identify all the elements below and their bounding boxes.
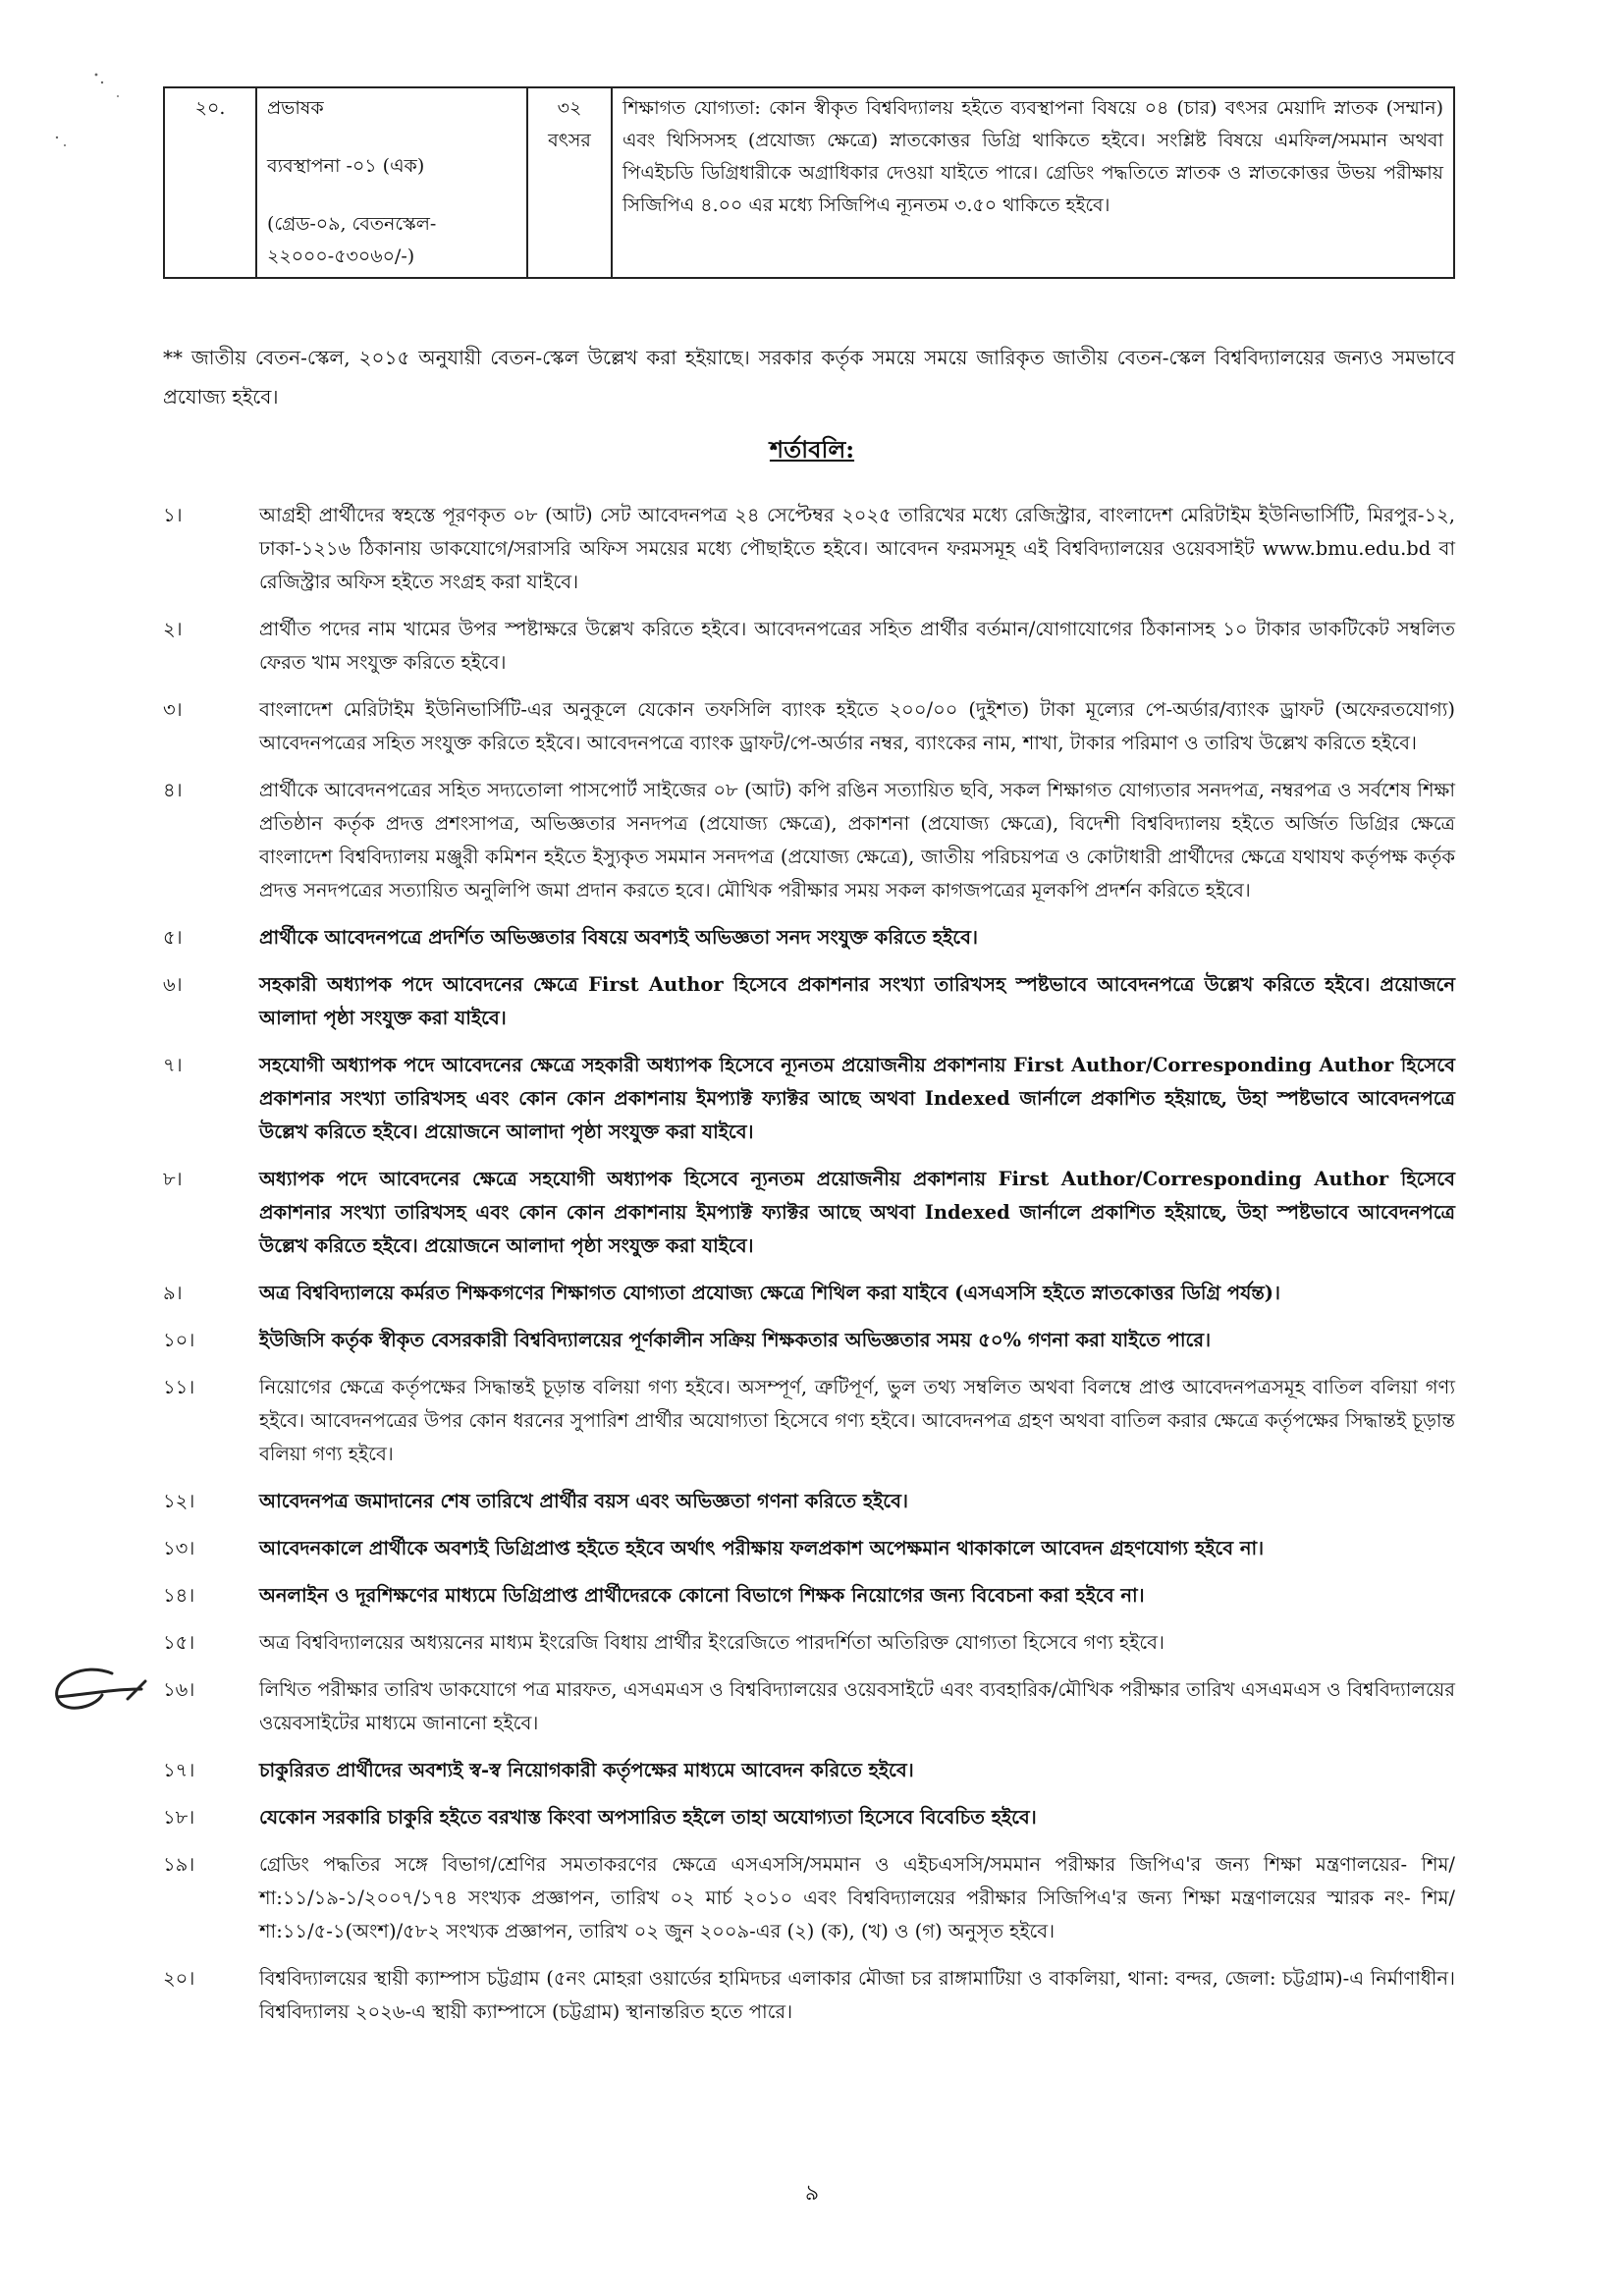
table-row [164,87,1454,278]
condition-item [163,1277,1455,1310]
condition-number: ১৮। [163,1806,195,1829]
condition-text: অধ্যাপক পদে আবেদনের ক্ষেত্রে সহযোগী অধ্যাপক হিসেবে ন্যূনতম প্রয়োজনীয় প্রকাশনায় First Author/Corresponding Author হিসেবে প্রকাশনার সংখ্যা তারিখসহ এবং কোন কোন প্রকাশনায় ইমপ্যাক্ট ফ্যাক্টর আছে অথবা Indexed জার্নালে প্রকাশিত হইয়াছে, উহা স্পষ্টভাবে আবেদনপত্রে উল্লেখ করিতে হইবে। প্রয়োজনে আলাদা পৃষ্ঠা সংযুক্ত করা যাইবে। [259,1168,1455,1257]
condition-text: আবেদনকালে প্রার্থীকে অবশ্যই ডিগ্রিপ্রাপ্ত হইতে হইবে অর্থাৎ পরীক্ষায় ফলপ্রকাশ অপেক্ষমান থাকাকালে আবেদন গ্রহণযোগ্য হইবে না। [259,1537,1265,1559]
condition-text: প্রার্থীত পদের নাম খামের উপর স্পষ্টাক্ষরে উল্লেখ করিতে হইবে। আবেদনপত্রের সহিত প্রার্থীর বর্তমান/যোগাযোগের ঠিকানাসহ ১০ টাকার ডাকটিকেট সম্বলিত ফেরত খাম সংযুক্ত করিতে হইবে। [259,618,1455,674]
condition-number: ১১। [163,1376,195,1398]
condition-text: অত্র বিশ্ববিদ্যালয়ে কর্মরত শিক্ষকগণের শিক্ষাগত যোগ্যতা প্রযোজ্য ক্ষেত্রে শিথিল করা যাইবে (এসএসসি হইতে স্নাতকোত্তর ডিগ্রি পর্যন্ত)। [259,1282,1280,1304]
qualification-cell: শিক্ষাগত যোগ্যতা: কোন স্বীকৃত বিশ্ববিদ্যালয় হইতে ব্যবস্থাপনা বিষয়ে ০৪ (চার) বৎসর মেয়াদি স্নাতক (সম্মান) এবং থিসিসসহ (প্রযোজ্য ক্ষেত্রে) স্নাতকোত্তর ডিগ্রি থাকিতে হইবে। সংশ্লিষ্ট বিষয়ে এমফিল/সমমান অথবা পিএইচডি ডিগ্রিধারীকে অগ্রাধিকার দেওয়া যাইতে পারে। গ্রেডিং পদ্ধতিতে স্নাতক ও স্নাতকোত্তর উভয় পরীক্ষায় সিজিপিএ ৪.০০ এর মধ্যে সিজিপিএ ন্যূনতম ৩.৫০ থাকিতে হইবে। [612,87,1454,278]
condition-text: প্রার্থীকে আবেদনপত্রে প্রদর্শিত অভিজ্ঞতার বিষয়ে অবশ্যই অভিজ্ঞতা সনদ সংযুক্ত করিতে হইবে। [259,926,978,949]
condition-number: ৯। [163,1282,183,1304]
condition-number: ১৭। [163,1759,195,1781]
condition-item [163,1754,1455,1787]
condition-number: ১৬। [163,1678,195,1701]
condition-text: চাকুরিরত প্রার্থীদের অবশ্যই স্ব-স্ব নিয়োগকারী কর্তৃপক্ষের মাধ্যমে আবেদন করিতে হইবে। [259,1759,914,1781]
conditions-list [163,499,1455,2043]
condition-text: বিশ্ববিদ্যালয়ের স্থায়ী ক্যাম্পাস চট্টগ্রাম (৫নং মোহরা ওয়ার্ডের হামিদচর এলাকার মৌজা চর রাঙ্গামাটিয়া ও বাকলিয়া, থানা: বন্দর, জেলা: চট্টগ্রাম)-এ নির্মাণাধীন। বিশ্ববিদ্যালয় ২০২৬-এ স্থায়ী ক্যাম্পাসে (চট্টগ্রাম) স্থানান্তরিত হতে পারে। [259,1967,1455,2023]
condition-item [163,1962,1455,2029]
condition-number: ২০। [163,1967,195,1990]
condition-text: ইউজিসি কর্তৃক স্বীকৃত বেসরকারী বিশ্ববিদ্যালয়ের পূর্ণকালীন সক্রিয় শিক্ষকতার অভিজ্ঞতার সময় ৫০% গণনা করা যাইতে পারে। [259,1329,1212,1351]
condition-item [163,1801,1455,1834]
condition-item [163,1848,1455,1948]
age-value: ৩২ [557,97,582,119]
department-name: ব্যবস্থাপনা -০১ (এক) [267,155,425,177]
condition-text: সহকারী অধ্যাপক পদে আবেদনের ক্ষেত্রে First Author হিসেবে প্রকাশনার সংখ্যা তারিখসহ স্পষ্টভাবে আবেদনপত্রে উল্লেখ করিতে হইবে। প্রয়োজনে আলাদা পৃষ্ঠা সংযুক্ত করা যাইবে। [259,973,1455,1029]
condition-item [163,693,1455,760]
condition-text: অত্র বিশ্ববিদ্যালয়ের অধ্যয়নের মাধ্যম ইংরেজি বিধায় প্রার্থীর ইংরেজিতে পারদর্শিতা অতিরিক্ত যোগ্যতা হিসেবে গণ্য হইবে। [259,1631,1164,1654]
grade-line-2: ২২০০০-৫৩০৬০/-) [267,246,415,267]
pay-scale-note: ** জাতীয় বেতন-স্কেল, ২০১৫ অনুযায়ী বেতন-স্কেল উল্লেখ করা হইয়াছে। সরকার কর্তৃক সময়ে সময়ে জারিকৃত জাতীয় বেতন-স্কেল বিশ্ববিদ্যালয়ের জন্যও সমভাবে প্রযোজ্য হইবে। [163,346,1455,409]
condition-text: লিখিত পরীক্ষার তারিখ ডাকযোগে পত্র মারফত, এসএমএস ও বিশ্ববিদ্যালয়ের ওয়েবসাইটে এবং ব্যবহারিক/মৌখিক পরীক্ষার তারিখ এসএমএস ও বিশ্ববিদ্যালয়ের ওয়েবসাইটের মাধ্যমে জানানো হইবে। [259,1678,1455,1734]
condition-item [163,921,1455,955]
post-details-table [163,86,1455,279]
post-cell [256,87,527,278]
post-title: প্রভাষক [267,97,324,119]
condition-text: প্রার্থীকে আবেদনপত্রের সহিত সদ্যতোলা পাসপোর্ট সাইজের ০৮ (আট) কপি রঙিন সত্যায়িত ছবি, সকল শিক্ষাগত যোগ্যতার সনদপত্র, নম্বরপত্র ও সর্বশেষ শিক্ষা প্রতিষ্ঠান কর্তৃক প্রদত্ত প্রশংসাপত্র, অভিজ্ঞতার সনদপত্র (প্রযোজ্য ক্ষেত্রে), প্রকাশনা (প্রযোজ্য ক্ষেত্রে), বিদেশী বিশ্ববিদ্যালয় হইতে অর্জিত ডিগ্রির ক্ষেত্রে বাংলাদেশ বিশ্ববিদ্যালয় মঞ্জুরী কমিশন হইতে ইস্যুকৃত সমমান সনদপত্র (প্রযোজ্য ক্ষেত্রে), জাতীয় পরিচয়পত্র ও কোটাধারী প্রার্থীদের ক্ষেত্রে যথাযথ কর্তৃপক্ষ কর্তৃক প্রদত্ত সনদপত্রের সত্যায়িত অনুলিপি জমা প্রদান করতে হবে। মৌখিক পরীক্ষার সময় সকল কাগজপত্রের মূলকপি প্রদর্শন করিতে হইবে। [259,779,1455,902]
condition-text: আগ্রহী প্রার্থীদের স্বহস্তে পূরণকৃত ০৮ (আট) সেট আবেদনপত্র ২৪ সেপ্টেম্বর ২০২৫ তারিখের মধ্যে রেজিস্ট্রার, বাংলাদেশ মেরিটাইম ইউনিভার্সিটি, মিরপুর-১২, ঢাকা-১২১৬ ঠিকানায় ডাকযোগে/সরাসরি অফিস সময়ের মধ্যে পৌছাইতে হইবে। আবেদন ফরমসমূহ এই বিশ্ববিদ্যালয়ের ওয়েবসাইট www.bmu.edu.bd বা রেজিস্ট্রার অফিস হইতে সংগ্রহ করা যাইবে। [259,504,1455,593]
condition-number: ১৫। [163,1631,195,1654]
condition-text: গ্রেডিং পদ্ধতির সঙ্গে বিভাগ/শ্রেণির সমতাকরণের ক্ষেত্রে এসএসসি/সমমান ও এইচএসসি/সমমান পরীক্ষার জিপিএ'র জন্য শিক্ষা মন্ত্রণালয়ের- শিম/শা:১১/১৯-১/২০০৭/১৭৪ সংখ্যক প্রজ্ঞাপন, তারিখ ০২ মার্চ ২০১০ এবং বিশ্ববিদ্যালয়ের পরীক্ষার সিজিপিএ'র জন্য শিক্ষা মন্ত্রণালয়ের স্মারক নং- শিম/শা:১১/৫-১(অংশ)/৫৮২ সংখ্যক প্রজ্ঞাপন, তারিখ ০২ জুন ২০০৯-এর (২) (ক), (খ) ও (গ) অনুসৃত হইবে। [259,1853,1455,1942]
condition-item [163,1579,1455,1613]
condition-item [163,1532,1455,1565]
condition-number: ১। [163,504,183,526]
condition-number: ১৯। [163,1853,195,1876]
condition-item [163,613,1455,680]
condition-item [163,1673,1455,1740]
condition-number: ১২। [163,1490,195,1512]
condition-item [163,1626,1455,1660]
scan-speck-marks [39,69,128,157]
condition-item [163,1163,1455,1263]
condition-text: সহযোগী অধ্যাপক পদে আবেদনের ক্ষেত্রে সহকারী অধ্যাপক হিসেবে ন্যূনতম প্রয়োজনীয় প্রকাশনায় First Author/Corresponding Author হিসেবে প্রকাশনার সংখ্যা তারিখসহ এবং কোন কোন প্রকাশনায় ইমপ্যাক্ট ফ্যাক্টর আছে অথবা Indexed জার্নালে প্রকাশিত হইয়াছে, উহা স্পষ্টভাবে আবেদনপত্রে উল্লেখ করিতে হইবে। প্রয়োজনে আলাদা পৃষ্ঠা সংযুক্ত করা যাইবে। [259,1054,1455,1143]
condition-number: ১৩। [163,1537,195,1559]
condition-item [163,774,1455,907]
condition-text: যেকোন সরকারি চাকুরি হইতে বরখাস্ত কিংবা অপসারিত হইলে তাহা অযোগ্যতা হিসেবে বিবেচিত হইবে। [259,1806,1037,1829]
condition-number: ৬। [163,973,183,996]
age-cell [527,87,612,278]
condition-item [163,1371,1455,1471]
condition-number: ৫। [163,926,183,949]
condition-item [163,1324,1455,1357]
condition-number: ৮। [163,1168,183,1190]
condition-text: বাংলাদেশ মেরিটাইম ইউনিভার্সিটি-এর অনুকূলে যেকোন তফসিলি ব্যাংক হইতে ২০০/০০ (দুইশত) টাকা মূল্যের পে-অর্ডার/ব্যাংক ড্রাফট (অফেরতযোগ্য) আবেদনপত্রের সহিত সংযুক্ত করিতে হইবে। আবেদনপত্রে ব্যাংক ড্রাফট/পে-অর্ডার নম্বর, ব্যাংকের নাম, শাখা, টাকার পরিমাণ ও তারিখ উল্লেখ করিতে হইবে। [259,698,1455,754]
condition-item [163,1049,1455,1149]
condition-number: ৩। [163,698,183,721]
age-unit: বৎসর [548,130,591,151]
handwritten-margin-mark [43,1660,151,1728]
page-number: ৯ [804,2181,820,2206]
condition-text: অনলাইন ও দূরশিক্ষণের মাধ্যমে ডিগ্রিপ্রাপ্ত প্রার্থীদেরকে কোনো বিভাগে শিক্ষক নিয়োগের জন্য বিবেচনা করা হইবে না। [259,1584,1145,1607]
grade-line-1: (গ্রেড-০৯, বেতনস্কেল- [267,213,437,235]
condition-text: আবেদনপত্র জমাদানের শেষ তারিখে প্রার্থীর বয়স এবং অভিজ্ঞতা গণনা করিতে হইবে। [259,1490,908,1512]
condition-number: ১৪। [163,1584,195,1607]
serial-cell: ২০. [164,87,256,278]
condition-number: ২। [163,618,183,640]
condition-item [163,1485,1455,1518]
condition-item [163,499,1455,599]
condition-number: ৪। [163,779,183,801]
condition-text: নিয়োগের ক্ষেত্রে কর্তৃপক্ষের সিদ্ধান্তই চূড়ান্ত বলিয়া গণ্য হইবে। অসম্পূর্ণ, ত্রুটিপূর্ণ, ভুল তথ্য সম্বলিত অথবা বিলম্বে প্রাপ্ত আবেদনপত্রসমূহ বাতিল বলিয়া গণ্য হইবে। আবেদনপত্রের উপর কোন ধরনের সুপারিশ প্রার্থীর অযোগ্যতা হিসেবে গণ্য হইবে। আবেদনপত্র গ্রহণ অথবা বাতিল করার ক্ষেত্রে কর্তৃপক্ষের সিদ্ধান্তই চূড়ান্ত বলিয়া গণ্য হইবে। [259,1376,1455,1465]
condition-number: ১০। [163,1329,195,1351]
conditions-heading: শর্তাবলি: [769,435,855,464]
condition-item [163,968,1455,1035]
condition-number: ৭। [163,1054,183,1076]
